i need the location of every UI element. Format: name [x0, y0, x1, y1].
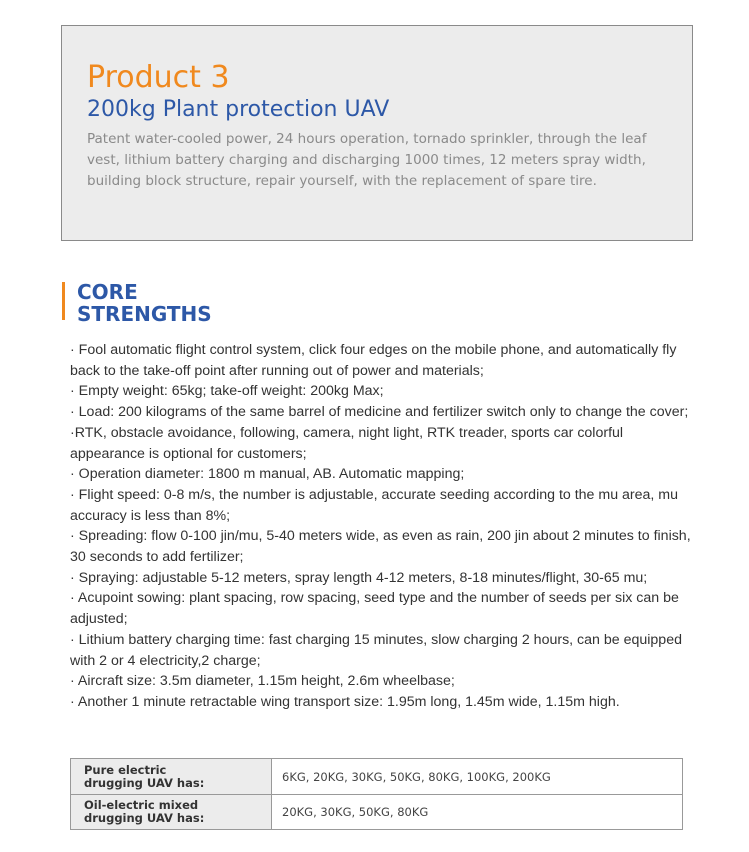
list-item: · Aircraft size: 3.5m diameter, 1.15m height, 2.6m wheelbase;: [70, 673, 455, 690]
list-item: · Spraying: adjustable 5-12 meters, spray length 4-12 meters, 8-18 minutes/flight, 30-65 mu;: [70, 569, 648, 586]
heading-line-2: STRENGTHS: [77, 302, 212, 326]
label-line: Pure electric: [84, 762, 167, 777]
list-item: · Operation diameter: 1800 m manual, AB. Automatic mapping;: [70, 466, 465, 483]
list-item: · Acupoint sowing: plant spacing, row spacing, seed type and the number of seeds per six can be adjusted;: [70, 590, 679, 628]
list-item: · Empty weight: 65kg; take-off weight: 200kg Max;: [70, 383, 384, 400]
list-item: · Lithium battery charging time: fast charging 15 minutes, slow charging 2 hours, can be equipped with 2 or 4 electricity,2 charge;: [70, 631, 682, 669]
label-line: drugging UAV has:: [84, 811, 205, 825]
list-item: · Flight speed: 0-8 m/s, the number is adjustable, accurate seeding according to the mu area, mu accuracy is less than 8%;: [70, 486, 679, 524]
heading-accent-bar: [62, 282, 65, 320]
table-row-value: 20KG, 30KG, 50KG, 80KG: [272, 795, 683, 830]
model-table: [70, 758, 683, 830]
list-item: · Fool automatic flight control system, click four edges on the mobile phone, and automatically fly back to the take-off point after running out of power and materials;: [70, 342, 677, 379]
table-row: [71, 795, 683, 830]
list-item: · Another 1 minute retractable wing transport size: 1.95m long, 1.45m wide, 1.15m high.: [70, 693, 620, 710]
product-label: Product 3: [87, 60, 230, 95]
product-card: [61, 25, 693, 241]
strengths-list: [70, 340, 692, 713]
core-strengths-heading: [77, 281, 212, 325]
label-line: drugging UAV has:: [84, 775, 205, 790]
table-row-label: [71, 759, 272, 795]
table-row: [71, 759, 683, 795]
table-row-label: [71, 795, 272, 830]
heading-line-1: CORE: [77, 280, 138, 304]
list-item: · Spreading: flow 0-100 jin/mu, 5-40 meters wide, as even as rain, 200 jin about 2 minutes to finish, 30 seconds to add fertilizer;: [70, 528, 691, 566]
product-description: Patent water-cooled power, 24 hours operation, tornado sprinkler, through the leaf vest, lithium battery charging and discharging 1000 times, 12 meters spray width, building block structure, repair yourself, with the replacement of spare tire.: [87, 131, 647, 189]
product-title: 200kg Plant protection UAV: [87, 97, 390, 122]
label-line: Oil-electric mixed: [84, 798, 199, 812]
table-row-value: 6KG, 20KG, 30KG, 50KG, 80KG, 100KG, 200KG: [272, 759, 683, 795]
list-item: · Load: 200 kilograms of the same barrel of medicine and fertilizer switch only to change the cover;: [70, 404, 689, 421]
list-item: ·RTK, obstacle avoidance, following, camera, night light, RTK treader, sports car colorful appearance is optional for customers;: [70, 424, 624, 462]
